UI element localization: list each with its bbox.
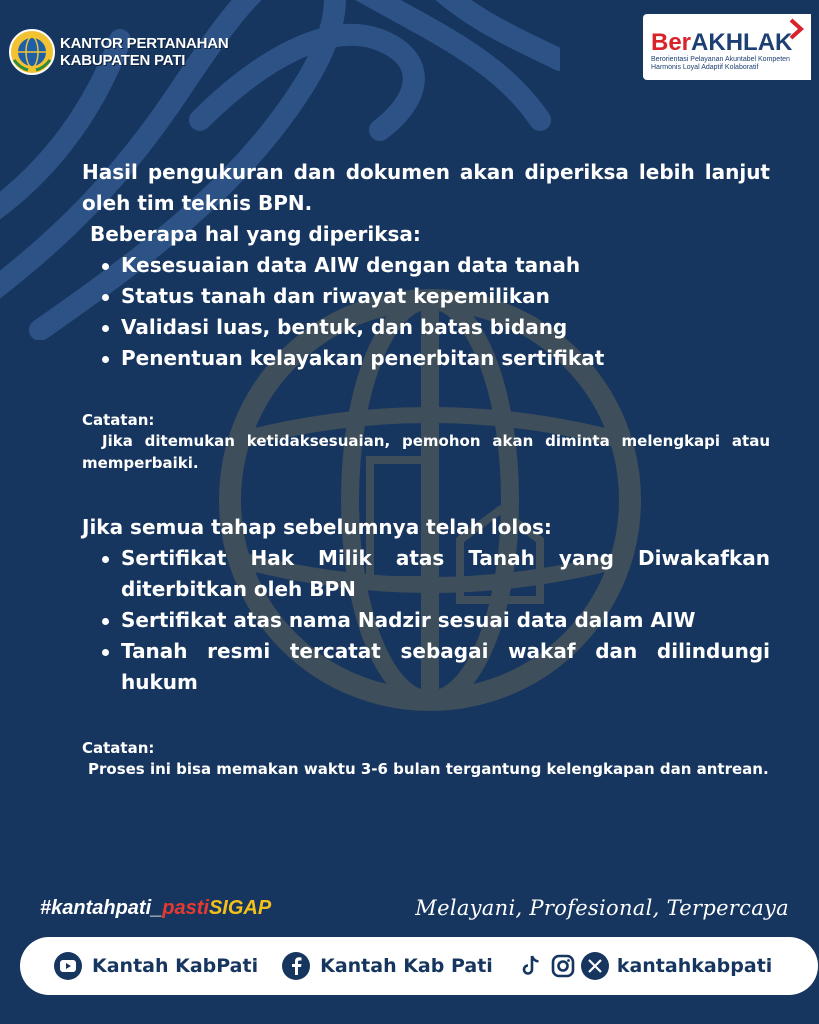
results-list bbox=[82, 543, 770, 698]
x-icon bbox=[581, 952, 609, 980]
hashtag-sigap: SIGAP bbox=[208, 897, 272, 919]
facebook-icon bbox=[282, 952, 310, 980]
facebook-link[interactable] bbox=[282, 952, 493, 980]
org-name-line-2: KABUPATEN PATI bbox=[60, 52, 186, 69]
list-item: Sertifikat atas nama Nadzir sesuai data dalam AIW bbox=[82, 605, 770, 636]
berakhlak-title bbox=[651, 30, 805, 56]
checks-heading: Beberapa hal yang diperiksa: bbox=[90, 222, 421, 246]
berakhlak-ber: Ber bbox=[651, 29, 692, 56]
youtube-label: Kantah KabPati bbox=[92, 955, 259, 977]
berakhlak-akhlak: AKHLAK bbox=[691, 29, 793, 56]
motto: Melayani, Profesional, Terpercaya bbox=[415, 896, 789, 920]
youtube-icon bbox=[54, 952, 82, 980]
list-item: Tanah resmi tercatat sebagai wakaf dan dilindungi hukum bbox=[82, 636, 770, 698]
youtube-link[interactable] bbox=[54, 952, 258, 980]
result-heading: Jika semua tahap sebelumnya telah lolos: bbox=[82, 515, 552, 539]
kantor-pertanahan-logo bbox=[8, 28, 229, 76]
note-1-text: Jika ditemukan ketidaksesuaian, pemohon akan diminta melengkapi atau memperbaiki. bbox=[82, 432, 770, 472]
note-2-text: Proses ini bisa memakan waktu 3-6 bulan tergantung kelengkapan dan antrean. bbox=[88, 760, 769, 778]
list-item: Kesesuaian data AIW dengan data tanah bbox=[82, 250, 770, 281]
bpn-emblem-icon bbox=[8, 28, 56, 76]
intro-paragraph: Hasil pengukuran dan dokumen akan diperiksa lebih lanjut oleh tim teknis BPN. bbox=[82, 160, 770, 215]
facebook-label: Kantah Kab Pati bbox=[320, 955, 493, 977]
instagram-icon bbox=[549, 952, 577, 980]
main-content bbox=[82, 157, 770, 780]
social-handle-label: kantahkabpati bbox=[616, 955, 773, 977]
note-1-heading: Catatan: bbox=[82, 411, 155, 429]
org-name-line-1: KANTOR PERTANAHAN bbox=[60, 35, 229, 52]
list-item: Penentuan kelayakan penerbitan sertifikat bbox=[82, 343, 770, 374]
note-2-heading: Catatan: bbox=[82, 739, 155, 757]
chevron-right-icon bbox=[785, 18, 807, 40]
hashtag bbox=[40, 897, 271, 920]
berakhlak-tagline-1: Berorientasi Pelayanan Akuntabel Kompeten bbox=[651, 56, 790, 63]
social-handle-link[interactable] bbox=[517, 952, 773, 980]
checks-list bbox=[82, 250, 770, 374]
tiktok-icon bbox=[517, 952, 545, 980]
hashtag-prefix: #kantahpati_ bbox=[40, 897, 163, 919]
berakhlak-badge bbox=[643, 14, 811, 80]
berakhlak-tagline-2: Harmonis Loyal Adaptif Kolaboratif bbox=[651, 64, 759, 71]
list-item: Sertifikat Hak Milik atas Tanah yang Diwakafkan diterbitkan oleh BPN bbox=[82, 543, 770, 605]
list-item: Status tanah dan riwayat kepemilikan bbox=[82, 281, 770, 312]
social-footer-bar bbox=[20, 937, 818, 995]
hashtag-pasti: pasti bbox=[162, 897, 209, 919]
list-item: Validasi luas, bentuk, dan batas bidang bbox=[82, 312, 770, 343]
